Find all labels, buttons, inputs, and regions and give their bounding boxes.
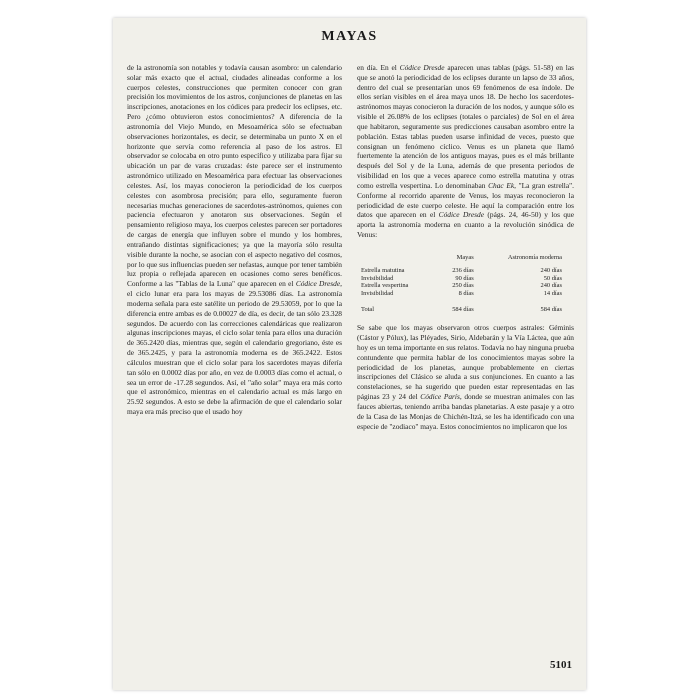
- codex-title: Códice París: [420, 392, 460, 402]
- table-row: [359, 290, 564, 297]
- table-cell-modern: 240 días: [540, 282, 562, 290]
- venus-name: Chac Ek: [488, 180, 515, 190]
- table-cell-mayas: 8 días: [458, 289, 474, 297]
- table-cell-modern: 14 días: [543, 289, 562, 297]
- table-cell-modern: 240 días: [540, 267, 562, 275]
- right-column: [357, 63, 574, 431]
- right-paragraph-2: [357, 323, 574, 431]
- codex-title: Códice Dresde: [399, 63, 445, 72]
- table-total-label: Total: [361, 305, 375, 313]
- right-text-2: aparecen unas tablas (págs. 51-58) en las que se anotó la periodicidad de los eclipses durante un lapso de 33 años, dentro del cual se presentarían unos 69 fenómenos de esa índole. De ellos serían visibles en el área maya unos 18. De hecho los sacerdotes-astrónomos mayas conocieron la duración de los nodos, y aunque sólo es visible el 26.08% de los eclipses (totales o parciales) de Sol en el área que habitaron, seguramente sus predicciones causaban asombro entre la población. Estas tablas pueden usarse infinidad de veces, puesto que consignan un fenómeno cíclico. Venus es un planeta que llamó fuertemente la atención de los antiguos mayas, pues es el más brillante después del Sol y de la Luna, además de que presenta periodos de visibilidad en los que a veces aparece como estrella matutina y otras como estrella vespertina. Lo denominaban: [357, 63, 574, 190]
- codex-title: Códice Dresde: [438, 210, 485, 220]
- table-cell-mayas: 90 días: [455, 274, 474, 282]
- table-cell-modern: 50 días: [543, 274, 562, 282]
- table-cell-label: Estrella matutina: [361, 267, 405, 275]
- table-cell-mayas: 250 días: [452, 282, 474, 290]
- right-text-3: , "La gran estrella". Conforme al recorrido aparente de Venus, los mayas reconocieron la periodicidad de este cuerpo celeste. He aquí la comparación entre los datos que aparecen en el: [357, 180, 574, 220]
- table-cell-label: Invisibilidad: [361, 274, 394, 282]
- right-text-1: en día. En el: [357, 63, 397, 72]
- table-header-modern: Astronomía moderna: [507, 253, 562, 261]
- table-header-blank: [359, 254, 437, 267]
- table-header-row: [359, 254, 564, 267]
- left-column: [127, 63, 342, 417]
- book-page: [113, 18, 586, 690]
- table-total-mayas: 584 días: [452, 305, 474, 313]
- codex-title: Códice Dresde: [295, 279, 341, 289]
- table-cell-mayas: 236 días: [452, 267, 474, 275]
- right-text-5: Se sabe que los mayas observaron otros cuerpos astrales: Géminis (Cástor y Pólux), las Pléyades, Sirio, Aldebarán y la Vía Láctea, que aún hoy es un tema importante en sus relatos. Todavía no hay ninguna prueba contundente que permita hablar de los conocimientos mayas sobre la periodicidad de los planetas, aunque probablemente en ciertas inscripciones del Clásico se aluda a sus conjunciones. En cuanto a las constelaciones, se ha sugerido que pueden estar representadas en las páginas 23 y 24 del: [357, 323, 574, 402]
- venus-comparison-table: [359, 254, 564, 313]
- table-total-row: [359, 297, 564, 313]
- page-number: 5101: [550, 659, 572, 671]
- table-total-modern: 584 días: [540, 305, 562, 313]
- right-text-6: , donde se muestran animales con las fauces abiertas, teniendo arriba bandas planetarias. A este pasaje y a otro de la Casa de las Monjas de Chichén-Itzá, se les ha identificado con una especie de "zodiaco" maya. Estos conocimientos no implicaron que los: [357, 392, 574, 431]
- table-row: [359, 275, 564, 282]
- left-text-1: de la astronomía son notables y todavía causan asombro: un calendario solar más exacto que el actual, ciudades alineadas conforme a los cuerpos celestes, construcciones que permiten conocer con gran precisión los movimientos de los astros, conjunciones de planetas en las inscripciones, anotaciones en los códices para predecir los eclipses, etc. Pero ¿cómo obtuvieron estos conocimientos? A diferencia de la astronomía del Viejo Mundo, en Mesoamérica sólo se efectuaban observaciones horizontales, es decir, se determinaba un punto X en el horizonte que servía como referencia al paso de los astros. El observador se colocaba en otro punto específico y utilizaba para fijar su ubicación un par de varas cruzadas: éste parece ser el instrumento astronómico utilizado en Mesoamérica para efectuar las observaciones celestes. Así, los mayas conocieron la periodicidad de los cuerpos celestes con asombrosa precisión; para ello, seguramente fueron necesarias muchas generaciones de sacerdotes-astrónomos, quienes con paciencia efectuaron y anotaron sus observaciones. Según el pensamiento religioso maya, los cuerpos celestes parecen ser portadores de cargas de energía que influyen sobre el mundo y los hombres, entrañando distintas significaciones; ya que la mayoría sólo resulta visible durante la noche, se asocian con el aspecto negativo del cosmos, por lo que sus influencias pueden ser nefastas, aunque por tener también luz propia o reflejada aparecen en ocasiones como seres benéficos. Conforme a las "Tablas de la Luna" que aparecen en el: [127, 63, 342, 289]
- table-cell-label: Estrella vespertina: [361, 282, 409, 290]
- running-header: MAYAS: [321, 29, 378, 44]
- left-paragraph: [127, 63, 342, 417]
- right-paragraph-1: [357, 63, 574, 240]
- table-header-mayas: Mayas: [456, 253, 474, 261]
- table-row: [359, 267, 564, 274]
- table-cell-label: Invisibilidad: [361, 289, 394, 297]
- left-text-2: , el ciclo lunar era para los mayas de 29.53086 días. La astronomía moderna señala para este satélite un periodo de 29.53059, por lo que la diferencia entre ambas es de 0.00027 de día, es decir, de tan sólo 23.328 segundos. De acuerdo con las correcciones calendáricas que realizaron algunas inscripciones mayas, el ciclo solar tenía para ellos una duración de 365.2420 días, mientras que, según el calendario gregoriano, éste es de 365.2425, y para la astronomía moderna es de 365.2422. Estos cálculos muestran que el ciclo solar para los sacerdotes mayas difería tan sólo en 0.0002 días por año, en vez de 0.0003 días como el actual, o sea un error de -17.28 segundos. Así, el "año solar" maya era más corto que el astronómico, mientras en el calendario actual es más largo en 25.92 segundos. A esto se debe la afirmación de que el calendario solar maya era más preciso que el usado hoy: [127, 279, 342, 416]
- table-row: [359, 282, 564, 289]
- right-text-4: (págs. 24, 46-50) y los que aporta la astronomía moderna en cuanto a la revolución sinódica de Venus:: [357, 210, 574, 240]
